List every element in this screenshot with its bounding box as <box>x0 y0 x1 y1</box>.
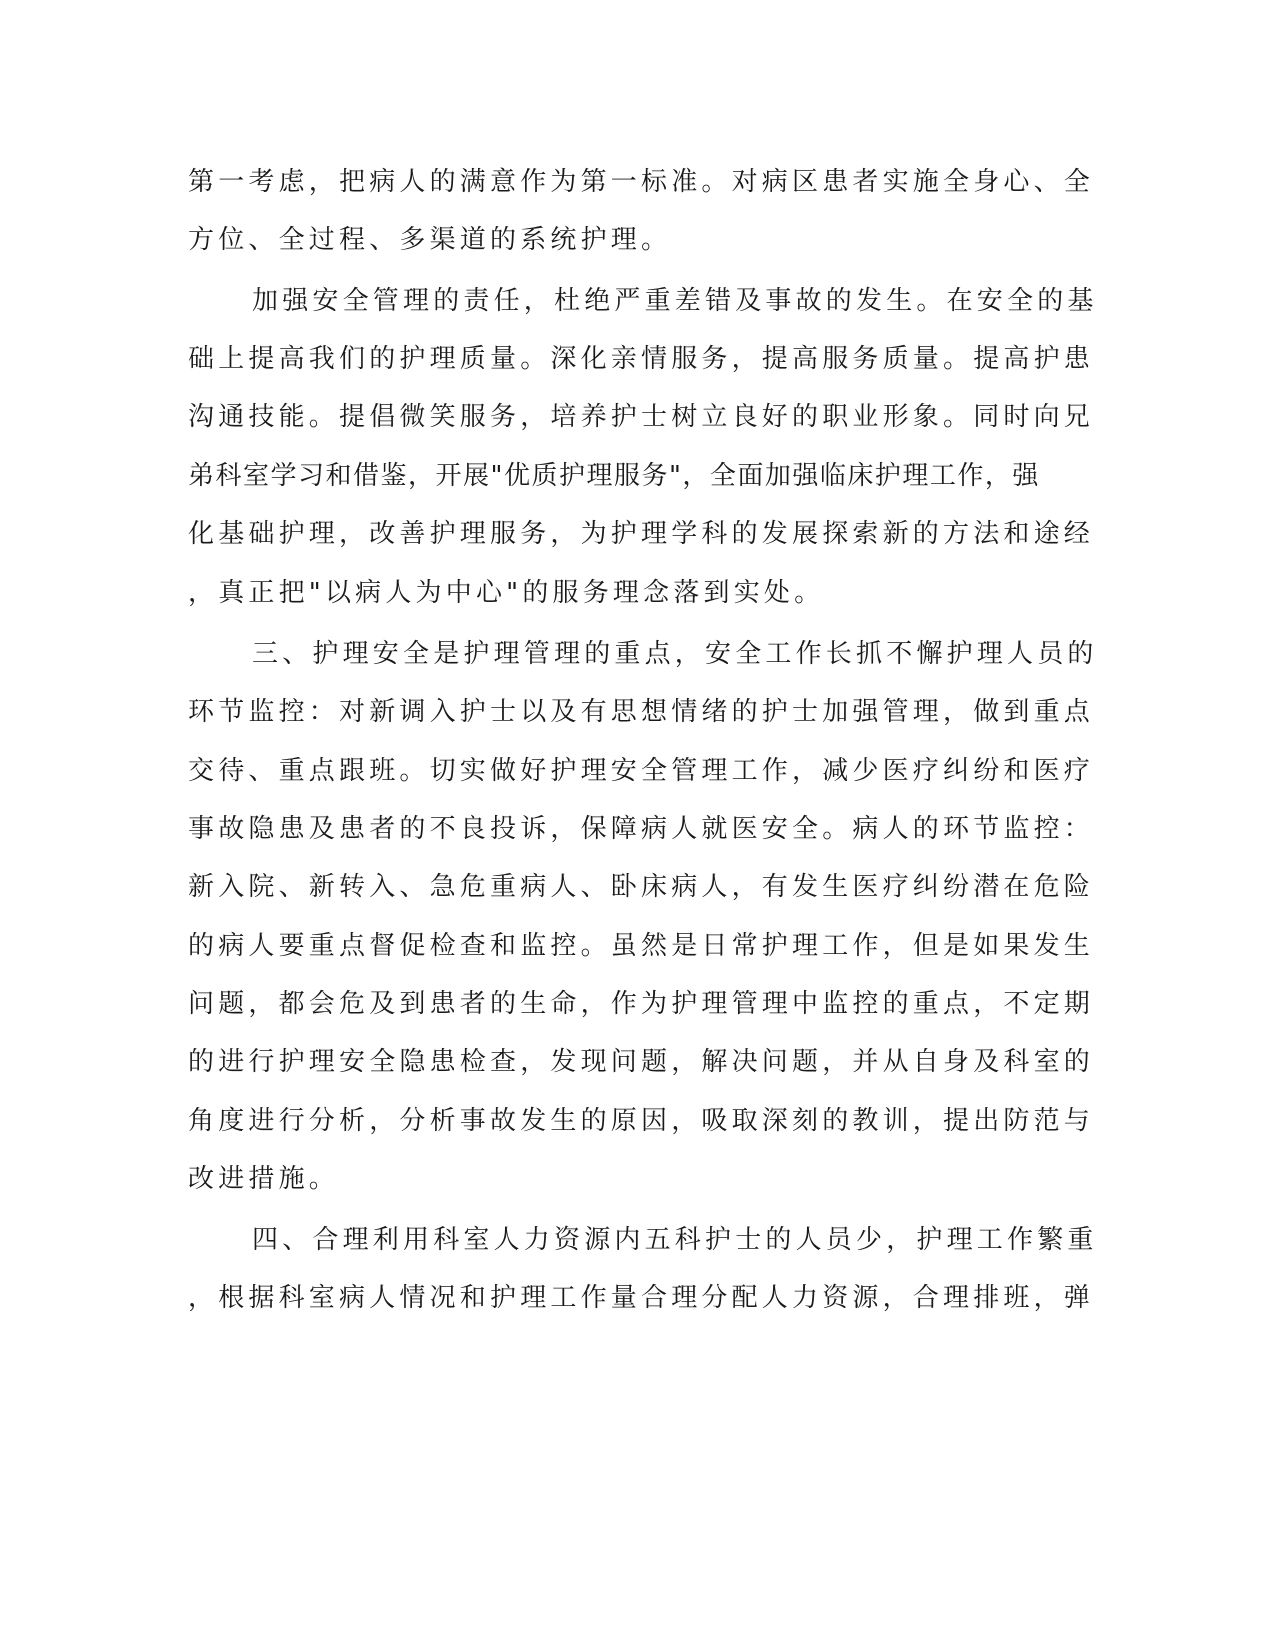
text-line: 改进措施。 <box>188 1164 340 1194</box>
text-line: 化基础护理，改善护理服务，为护理学科的发展探索新的方法和途经 <box>188 519 1095 549</box>
text-line: 方位、全过程、多渠道的系统护理。 <box>188 225 672 255</box>
text-line: 角度进行分析，分析事故发生的原因，吸取深刻的教训，提出防范与 <box>188 1106 1095 1136</box>
text-line: 新入院、新转入、急危重病人、卧床病人，有发生医疗纠纷潜在危险 <box>188 872 1095 902</box>
paragraph-first-line: 加强安全管理的责任，杜绝严重差错及事故的发生。在安全的基 <box>252 286 1098 316</box>
text-line: 环节监控：对新调入护士以及有思想情绪的护士加强管理，做到重点 <box>188 697 1095 727</box>
text-line: 事故隐患及患者的不良投诉，保障病人就医安全。病人的环节监控： <box>188 814 1095 844</box>
text-line: 交待、重点跟班。切实做好护理安全管理工作，减少医疗纠纷和医疗 <box>188 756 1095 786</box>
text-line: ，真正把"以病人为中心"的服务理念落到实处。 <box>188 578 825 608</box>
text-line: 的进行护理安全隐患检查，发现问题，解决问题，并从自身及科室的 <box>188 1047 1095 1077</box>
text-line: 的病人要重点督促检查和监控。虽然是日常护理工作，但是如果发生 <box>188 931 1095 961</box>
paragraph-first-line: 四、合理利用科室人力资源内五科护士的人员少，护理工作繁重 <box>252 1225 1098 1255</box>
text-line: 问题，都会危及到患者的生命，作为护理管理中监控的重点，不定期 <box>188 989 1095 1019</box>
paragraph-first-line: 三、护理安全是护理管理的重点，安全工作长抓不懈护理人员的 <box>252 639 1098 669</box>
text-line: 沟通技能。提倡微笑服务，培养护士树立良好的职业形象。同时向兄 <box>188 402 1095 432</box>
text-line: ，根据科室病人情况和护理工作量合理分配人力资源，合理排班，弹 <box>188 1283 1095 1313</box>
text-line: 第一考虑，把病人的满意作为第一标准。对病区患者实施全身心、全 <box>188 167 1095 197</box>
text-line: 础上提高我们的护理质量。深化亲情服务，提高服务质量。提高护患 <box>188 344 1095 374</box>
text-line: 弟科室学习和借鉴，开展"优质护理服务"，全面加强临床护理工作，强 <box>188 461 1040 491</box>
